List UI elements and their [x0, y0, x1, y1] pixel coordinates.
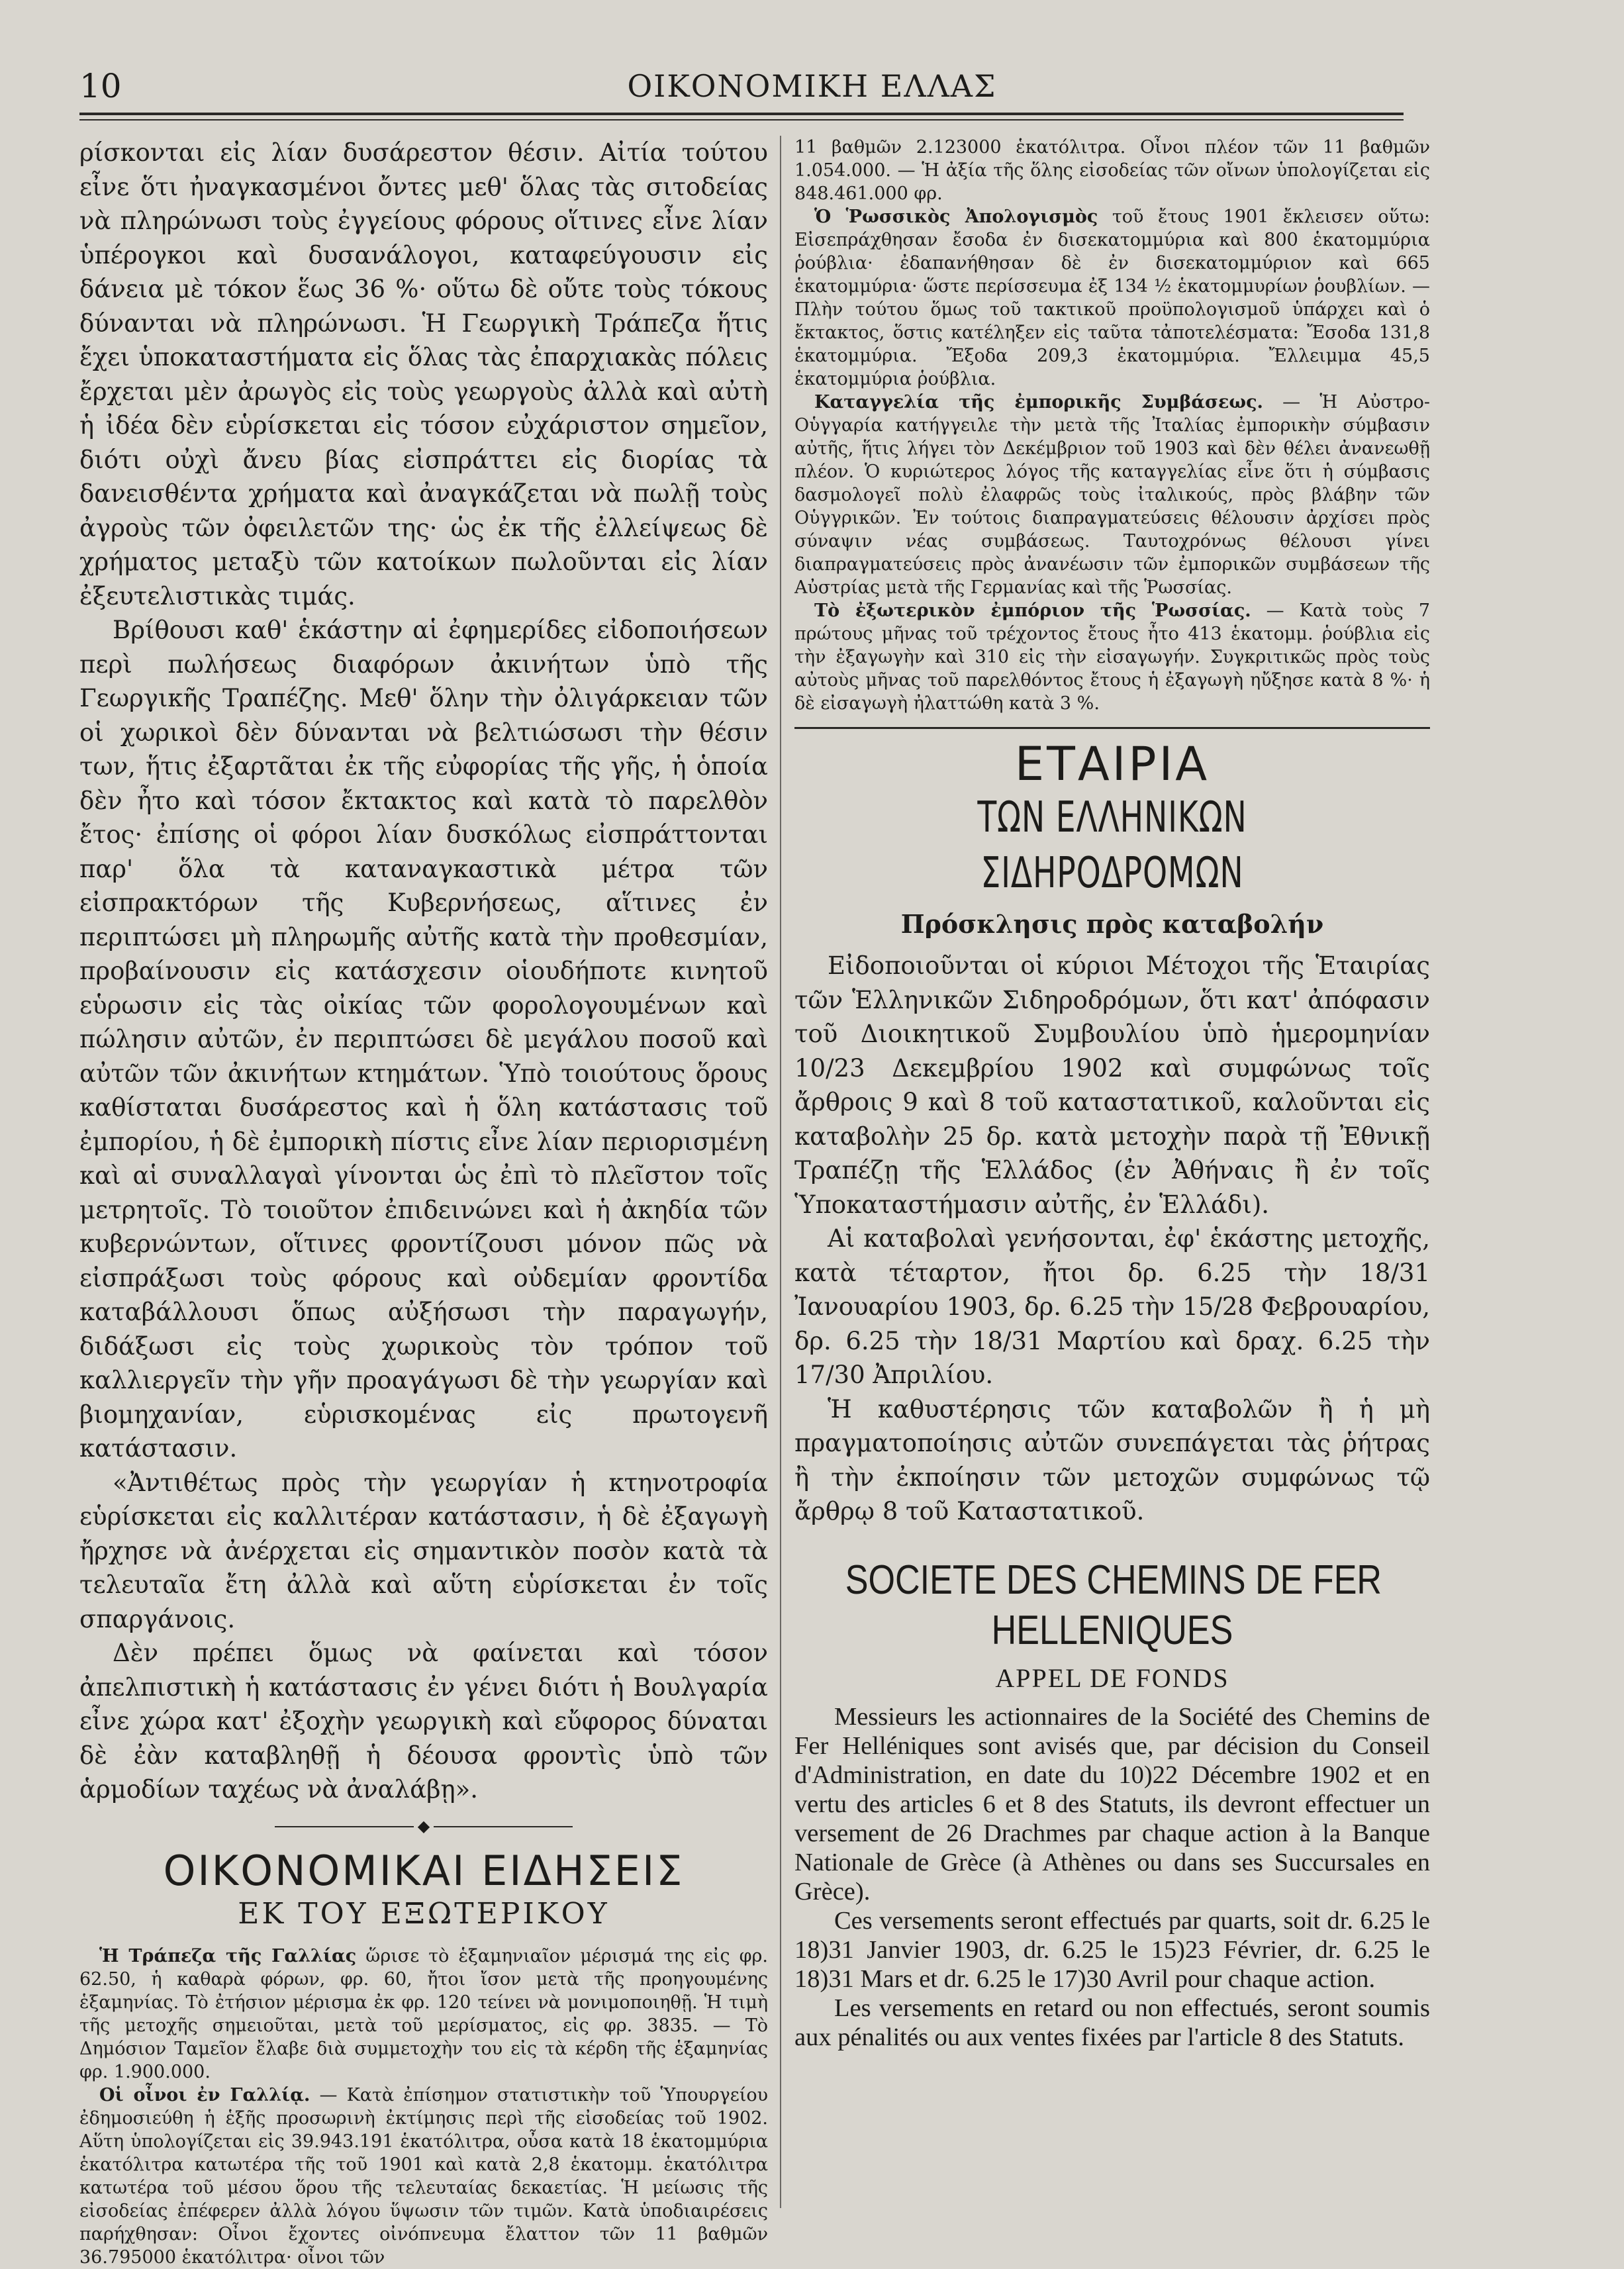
section-title: ΟΙΚΟΝΟΜΙΚΑΙ ΕΙΔΗΣΕΙΣ [163, 1846, 685, 1895]
article-paragraph: ρίσκονται εἰς λίαν δυσάρεστον θέσιν. Αἰτία τούτου εἶνε ὅτι ἠναγκασμένοι ὄντες μεθ' ὅλας τὰς σιτοδείας νὰ πληρώνωσι τοὺς ἐγγείους φόρους οἵτινες εἶνε λίαν ὑπέρογκοι καὶ δυσανάλογοι, καταφεύγουσιν εἰς δάνεια μὲ τόκον ἕως 36 %· οὕτω δὲ οὔτε τοὺς τόκους δύνανται νὰ πληρώνωσι. Ἡ Γεωργικὴ Τράπεζα ἥτις ἔχει ὑποκαταστήματα εἰς ὅλας τὰς ἐπαρχιακὰς πόλεις ἔρχεται μὲν ἀρωγὸς εἰς τοὺς γεωργοὺς ἀλλὰ καὶ αὐτὴ ἡ ἰδέα δὲν εὑρίσκεται εἰς τόσον εὐχάριστον σημεῖον, διότι οὐχὶ ἄνευ βίας εἰσπράττει εἰς διορίας τὰ δανεισθέντα χρήματα καὶ ἀναγκάζεται νὰ πωλῇ τοὺς ἀγροὺς τῶν ὀφειλετῶν της· ὡς ἐκ τῆς ἐλλείψεως δὲ χρήματος μεταξὺ τῶν κατοίκων πωλοῦνται εἰς λίαν ἐξευτελιστικὰς τιμάς. [79, 138, 768, 610]
news-item-text: 11 βαθμῶν 2.123000 ἑκατόλιτρα. Οἶνοι πλέον τῶν 11 βαθμῶν 1.054.000. — Ἡ ἀξία τῆς ὅλης εἰσοδείας τῶν οἴνων ὑπολογίζεται εἰς 848.461.000 φρ. [794, 137, 1430, 204]
section-subtitle: ΕΚ ΤΟΥ ΕΞΩΤΕΡΙΚΟΥ [238, 1896, 610, 1931]
notice-divider [794, 727, 1430, 729]
greek-notice-paragraph: Εἰδοποιοῦνται οἱ κύριοι Μέτοχοι τῆς Ἑταιρίας τῶν Ἑλληνικῶν Σιδηροδρόμων, ὅτι κατ' ἀπόφασιν τοῦ Διοικητικοῦ Συμβουλίου ὑπὸ ἡμερομηνίαν 10/23 Δεκεμβρίου 1902 καὶ συμφώνως τοῖς ἄρθροις 9 καὶ 8 τοῦ καταστατικοῦ, καλοῦνται εἰς καταβολὴν 25 δρ. κατὰ μετοχὴν παρὰ τῇ Ἐθνικῇ Τραπέζῃ τῆς Ἑλλάδος (ἐν Ἀθήναις ἢ ἐν τοῖς Ὑποκαταστήμασιν αὐτῆς, ἐν Ἑλλάδι). [794, 951, 1430, 1219]
article-paragraph: Βρίθουσι καθ' ἑκάστην αἱ ἐφημερίδες εἰδοποιήσεων περὶ πωλήσεως διαφόρων ἀκινήτων ὑπὸ τῆς Γεωργικῆς Τραπέζης. Μεθ' ὅλην τὴν ὀλιγάρκειαν τῶν οἱ χωρικοὶ δὲν δύνανται νὰ βελτιώσωσι τὴν θέσιν των, ἥτις ἐξαρτᾶται ἐκ τῆς εὐφορίας τῆς γῆς, ἡ ὁποία δὲν ἦτο καὶ τόσον ἔκτακτος καὶ κατὰ τὸ παρελθὸν ἔτος· ἐπίσης οἱ φόροι λίαν δυσκόλως εἰσπράττονται παρ' ὅλα τὰ καταναγκαστικὰ μέτρα τῶν εἰσπρακτόρων τῆς Κυβερνήσεως, αἵτινες ἐν περιπτώσει μὴ πληρωμῆς αὐτῆς κατὰ τὴν προθεσμίαν, προβαίνουσιν εἰς κατάσχεσιν οἱουδήποτε κινητοῦ εὑρωσιν εἰς τὰς οἰκίας τῶν φορολογουμένων καὶ πώλησιν αὐτῶν, ἐν περιπτώσει δὲ μεγάλου ποσοῦ καὶ αὐτῶν τῶν ἀκινήτων κτημάτων. Ὑπὸ τοιούτους ὅρους καθίσταται δυσάρεστος καὶ ἡ ὅλη κατάστασις τοῦ ἐμπορίου, ἡ δὲ ἐμπορικὴ πίστις εἶνε λίαν περιορισμένη καὶ αἱ συναλλαγαὶ γίνονται ὡς ἐπὶ τὸ πλεῖστον τοῖς μετρητοῖς. Τὸ τοιοῦτον ἐπιδεινώνει καὶ ἡ ἀκηδία τῶν κυβερνώντων, οἵτινες φροντίζουσι μόνον πῶς νὰ εἰσπράξωσι τοὺς φόρους καὶ οὐδεμίαν φροντίδα καταβάλλουσι ὅπως αὐξήσωσι τὴν παραγωγήν, διδάξωσι εἰς τοὺς χωρικοὺς τὸν τρόπον τοῦ καλλιεργεῖν τὴν γῆν προαγάγωσι δὲ τὴν γεωργίαν καὶ βιομηχανίαν, εὑρισκομένας εἰς πρωτογενῆ κατάστασιν. [79, 616, 768, 1463]
header-rule [79, 113, 1404, 121]
news-item-text: ὥρισε τὸ ἑξαμηνιαῖον μέρισμά της εἰς φρ. 62.50, ἡ καθαρὰ φόρων, φρ. 60, ἤτοι ἴσον μετὰ τῆς προηγουμένης ἑξαμηνίας. Τὸ ἐτήσιον μέρισμα ἐκ φρ. 120 τείνει νὰ μονιμοποιηθῇ. Ἡ τιμὴ τῆς μετοχῆς σημειοῦται, μετὰ τοῦ μερίσματος, εἰς φρ. 3835. — Τὸ Δημόσιον Ταμεῖον ἔλαβε διὰ συμμετοχὴν του εἰς τὰ κέρδη τῆς ἑξαμηνίας φρ. 1.900.000. [79, 1945, 768, 2082]
news-item-head: Ἡ Τράπεζα τῆς Γαλλίας [99, 1945, 357, 1966]
news-list [79, 1945, 768, 2269]
news-item-head: Καταγγελία τῆς ἐμπορικῆς Συμβάσεως. [814, 392, 1263, 412]
news-item [79, 2084, 768, 2269]
news-item-head: Οἱ οἶνοι ἐν Γαλλίᾳ. [99, 2084, 310, 2105]
left-column [79, 136, 768, 2269]
news-item [79, 1945, 768, 2084]
french-notice-paragraph: Les versements en retard ou non effectués, seront soumis aux pénalités ou aux ventes fixées par l'article 8 des Statuts. [794, 1994, 1430, 2051]
greek-notice-heading-2: ΤΩΝ ΕΛΛΗΝΙΚΩΝ ΣΙΔΗΡΟΔΡΟΜΩΝ [977, 793, 1247, 898]
greek-notice-paragraph: Αἱ καταβολαὶ γενήσονται, ἐφ' ἑκάστης μετοχῆς, κατὰ τέταρτον, ἤτοι δρ. 6.25 τὴν 18/31 Ἰανουαρίου 1903, δρ. 6.25 τὴν 15/28 Φεβρουαρίου, δρ. 6.25 τὴν 18/31 Μαρτίου καὶ δραχ. 6.25 τὴν 17/30 Ἀπριλίου. [794, 1224, 1430, 1389]
news-item-text: — Ἡ Αὐστρο-Οὑγγαρία κατήγγειλε τὴν μετὰ τῆς Ἰταλίας ἐμπορικὴν σύμβασιν αὐτῆς, ἥτις λήγει τὸν Δεκέμβριον τοῦ 1903 καὶ δὲν θέλει ἀνανεωθῇ πλέον. Ὁ κυριώτερος λόγος τῆς καταγγελίας εἶνε ὅτι ἡ σύμβασις δασμολογεῖ πολὺ ἐλαφρῶς τοὺς ἰταλικούς, πρὸς βλάβην τῶν Οὑγγρικῶν. Ἐν τούτοις διαπραγματεύσεις θέλουσιν ἀρχίσει πρὸς σύναψιν νέας συμβάσεως. Ταυτοχρόνως θέλουσι γίνει διαπραγματεύσεις πρὸς ἀνανέωσιν τῶν ἐμπορικῶν συμβάσεων τῆς Αὐστρίας μετὰ τῆς Γερμανίας καὶ τῆς Ῥωσσίας. [794, 392, 1430, 598]
news-item [794, 136, 1430, 205]
article-paragraph: «Ἀντιθέτως πρὸς τὴν γεωργίαν ἡ κτηνοτροφία εὑρίσκεται εἰς καλλιτέραν κατάστασιν, ἡ δὲ ἐξαγωγὴ ἤρχησε νὰ ἀνέρχεται εἰς σημαντικὸν ποσὸν κατὰ τὰ τελευταῖα ἔτη ἀλλὰ καὶ αὕτη εὑρίσκεται ἐν τοῖς σπαργάνοις. [79, 1468, 768, 1633]
page-number: 10 [79, 67, 122, 105]
greek-notice-subheading: Πρόσκλησις πρὸς καταβολήν [900, 909, 1324, 939]
article-body [79, 136, 768, 1807]
french-notice-subheading: APPEL DE FONDS [995, 1663, 1229, 1693]
french-notice-paragraph: Messieurs les actionnaires de la Société des Chemins de Fer Helléniques sont avisés que, par décision du Conseil d'Administration, en date du 10)22 Décembre 1902 et en vertu des articles 6 et 8 des Statuts, ils devront effectuer un versement de 26 Drachmes par chaque action à la Banque Nationale de Grèce (à Athènes ou dans ses Succursales en Grèce). [794, 1702, 1430, 1906]
news-item-text: τοῦ ἔτους 1901 ἔκλεισεν οὕτω: Εἰσεπράχθησαν ἔσοδα ἐν δισεκατομμύρια καὶ 800 ἑκατομμύρια ῥούβλια· ἐδαπανήθησαν δὲ ἐν δισεκατομμύριον καὶ 665 ἑκατομμύρια· ὥστε περίσσευμα ἐξ 134 ½ ἑκατομμυρίων ῥουβλίων. — Πλὴν τούτου ὅμως τοῦ τακτικοῦ προϋπολογισμοῦ ὑπάρχει καὶ ὁ ἔκτακτος, ὅστις κατέληξεν εἰς ταῦτα τἀποτελέσματα: Ἔσοδα 131,8 ἑκατομμύρια. Ἔξοδα 209,3 ἑκατομμύρια. Ἔλλειμμα 45,5 ἑκατομμύρια ῥούβλια. [794, 207, 1430, 389]
news-item [794, 205, 1430, 391]
running-title: ΟΙΚΟΝΟΜΙΚΗ ΕΛΛΑΣ [627, 68, 997, 104]
news-item-text: — Κατὰ τοὺς 7 πρώτους μῆνας τοῦ τρέχοντος ἔτους ἦτο 413 ἑκατομμ. ῥούβλια εἰς τὴν ἐξαγωγὴν καὶ 310 εἰς τὴν εἰσαγωγήν. Συγκριτικῶς πρὸς τοὺς αὐτοὺς μῆνας τοῦ παρελθόντος ἔτους ἡ ἐξαγωγὴ ηὔξησε κατὰ 8 %· ἡ δὲ εἰσαγωγὴ ἠλαττώθη κατὰ 3 %. [794, 601, 1430, 714]
right-column [794, 136, 1430, 2052]
column-divider [780, 136, 781, 2208]
ornament-separator: ◆ [79, 1816, 768, 1836]
greek-notice-paragraph: Ἡ καθυστέρησις τῶν καταβολῶν ἢ ἡ μὴ πραγματοποίησις αὐτῶν συνεπάγεται τὰς ῥήτρας ἢ τὴν ἐκποίησιν τῶν μετοχῶν συμφώνως τῷ ἄρθρῳ 8 τοῦ Καταστατικοῦ. [794, 1394, 1430, 1525]
news-list-continued [794, 136, 1430, 715]
french-notice-paragraph: Ces versements seront effectués par quarts, soit dr. 6.25 le 18)31 Janvier 1903, dr. 6.25 le 15)23 Février, dr. 6.25 le 18)31 Mars et dr. 6.25 le 17)30 Avril pour chaque action. [794, 1906, 1430, 1993]
french-notice-heading-2: HELLENIQUES [991, 1607, 1233, 1653]
news-item [794, 391, 1430, 599]
news-item-text: — Κατὰ ἐπίσημον στατιστικὴν τοῦ Ὑπουργείου ἐδημοσιεύθη ἡ ἑξῆς προσωρινὴ ἐκτίμησις περὶ τῆς εἰσοδείας τοῦ 1902. Αὕτη ὑπολογίζεται εἰς 39.943.191 ἑκατόλιτρα, οὖσα κατὰ 18 ἑκατομμύρια ἑκατόλιτρα κατωτέρα τῆς τοῦ 1901 καὶ κατὰ 2,8 ἑκατομμ. ἑκατόλιτρα κατωτέρα τοῦ μέσου ὅρου τῆς τελευταίας δεκαετίας. Ἡ μείωσις τῆς εἰσοδείας ἐπέφερεν ἀλλὰ λόγου ὕψωσιν τῶν τιμῶν. Κατὰ ὑποδιαιρέσεις παρήχθησαν: Οἶνοι ἔχοντες οἰνόπνευμα ἔλαττον τῶν 11 βαθμῶν 36.795000 ἑκατόλιτρα· οἶνοι τῶν [79, 2084, 768, 2268]
greek-notice-heading: ΕΤΑΙΡΙΑ [1014, 737, 1210, 791]
article-paragraph: Δὲν πρέπει ὅμως νὰ φαίνεται καὶ τόσον ἀπελπιστικὴ ἡ κατάστασις ἐν γένει διότι ἡ Βουλγαρία εἶνε χώρα κατ' ἐξοχὴν γεωργικὴ καὶ εὔφορος δύναται δὲ ἐὰν καταβληθῇ ἡ δέουσα φροντὶς ὑπὸ τῶν ἁρμοδίων ταχέως νὰ ἀναλάβῃ». [79, 1639, 768, 1804]
french-notice-body [794, 1702, 1430, 2052]
french-notice-heading: SOCIETE DES CHEMINS DE FER [845, 1557, 1382, 1603]
greek-notice-body [794, 949, 1430, 1529]
news-item [794, 599, 1430, 715]
news-item-head: Τὸ ἐξωτερικὸν ἐμπόριον τῆς Ῥωσσίας. [814, 601, 1251, 621]
news-item-head: Ὁ Ῥωσσικὸς Ἀπολογισμὸς [814, 207, 1098, 227]
